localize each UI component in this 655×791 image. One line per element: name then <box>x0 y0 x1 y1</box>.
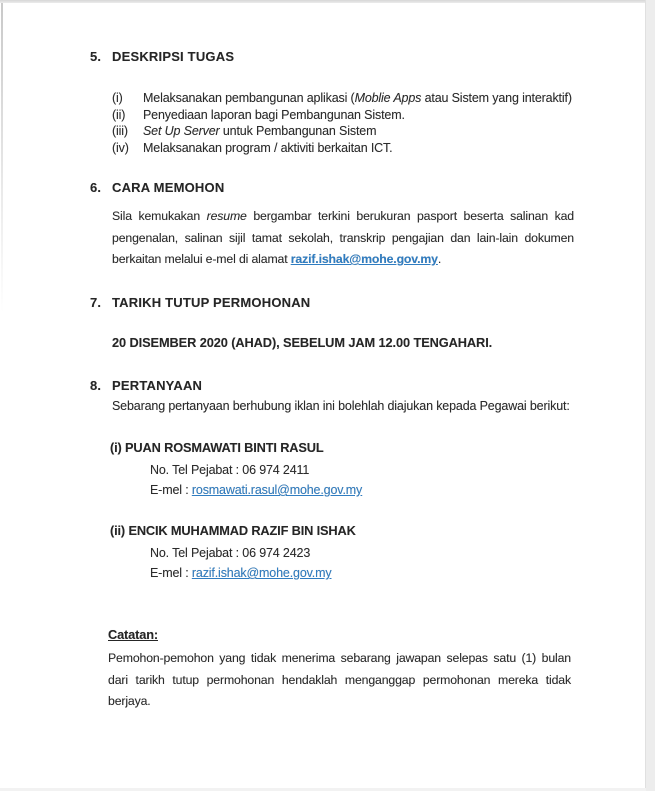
task-text-italic: Set Up Server <box>143 124 220 138</box>
section-title: CARA MEMOHON <box>112 180 225 195</box>
contact-block-2 <box>110 522 356 582</box>
section-heading-pertanyaan <box>90 377 202 394</box>
paragraph-text: pengenalan, salinan sijil tamat sekolah, transkrip pengajian dan lain-lain dokumen <box>112 230 574 245</box>
section-heading-tarikh-tutup <box>90 294 310 311</box>
note-paragraph <box>108 648 571 713</box>
apply-email-link[interactable]: razif.ishak@mohe.gov.my <box>290 252 438 266</box>
contact-name <box>110 522 356 539</box>
task-text-italic: Moblie Apps <box>354 91 422 105</box>
scan-edge-top <box>0 0 655 3</box>
section-heading-deskripsi-tugas <box>90 48 234 65</box>
task-list <box>112 90 572 156</box>
scan-edge-left <box>1 3 3 313</box>
email-label: E-mel : <box>150 483 192 497</box>
paragraph-line <box>112 206 574 228</box>
contact-name-text: ENCIK MUHAMMAD RAZIF BIN ISHAK <box>128 523 356 538</box>
contact-name <box>110 439 362 456</box>
paragraph-text: bergambar terkini berukuran pasport beserta salinan kad <box>246 209 574 223</box>
note-title: Catatan: <box>108 627 158 642</box>
task-numeral: (i) <box>112 91 123 105</box>
section-number: 6. <box>90 180 102 195</box>
enquiry-intro-line: Sebarang pertanyaan berhubung iklan ini bolehlah diajukan kepada Pegawai berikut: <box>112 399 570 413</box>
section-title: DESKRIPSI TUGAS <box>112 49 235 64</box>
how-to-apply-paragraph <box>112 206 574 271</box>
section-title: TARIKH TUTUP PERMOHONAN <box>112 295 311 310</box>
task-item <box>112 107 572 124</box>
section-title: PERTANYAAN <box>112 378 203 393</box>
task-numeral: (ii) <box>112 107 126 122</box>
task-item <box>112 90 572 107</box>
contact-name-text: PUAN ROSMAWATI BINTI RASUL <box>125 440 324 455</box>
contact-numeral: (i) <box>110 440 122 455</box>
paragraph-line: berjaya. <box>108 694 151 708</box>
section-number: 8. <box>90 378 102 393</box>
paragraph-line: dari tarikh tutup permohonan hendaklah menganggap permohonan mereka tidak <box>108 672 571 687</box>
task-item <box>112 123 572 140</box>
closing-date-line: 20 DISEMBER 2020 (AHAD), SEBELUM JAM 12.00 TENGAHARI. <box>112 335 493 350</box>
paragraph-line <box>112 249 574 271</box>
contact-email-line <box>150 482 362 499</box>
section-number: 7. <box>90 295 102 310</box>
task-text: Melaksanakan pembangunan aplikasi ( <box>143 91 355 105</box>
paragraph-line <box>112 228 574 250</box>
contact-email-link[interactable]: razif.ishak@mohe.gov.my <box>191 566 332 580</box>
section-heading-cara-memohon <box>90 179 224 196</box>
section-number: 5. <box>90 49 102 64</box>
email-label: E-mel : <box>150 566 192 580</box>
contact-block-1 <box>110 439 362 499</box>
paragraph-text-italic: resume <box>206 209 247 223</box>
task-numeral: (iii) <box>112 124 128 138</box>
note-block <box>108 626 571 713</box>
contact-phone: No. Tel Pejabat : 06 974 2423 <box>150 546 311 560</box>
contact-email-line <box>150 565 356 582</box>
task-text: atau Sistem yang interaktif) <box>421 91 572 105</box>
task-text: untuk Pembangunan Sistem <box>219 124 377 138</box>
paragraph-text: Sila kemukakan <box>112 209 207 223</box>
contact-email-link[interactable]: rosmawati.rasul@mohe.gov.my <box>191 483 363 497</box>
task-text: Melaksanakan program / aktiviti berkaitan ICT. <box>143 140 393 155</box>
paragraph-text: . <box>437 252 442 266</box>
task-item <box>112 140 572 157</box>
scan-edge-right <box>645 0 655 791</box>
contact-phone: No. Tel Pejabat : 06 974 2411 <box>150 463 310 477</box>
task-numeral: (iv) <box>112 140 129 155</box>
task-text: Penyediaan laporan bagi Pembangunan Sistem. <box>143 107 405 122</box>
contact-numeral: (ii) <box>110 523 126 538</box>
paragraph-line: Pemohon-pemohon yang tidak menerima sebarang jawapan selepas satu (1) bulan <box>108 651 571 665</box>
paragraph-text: berkaitan melalui e-mel di alamat <box>112 252 291 266</box>
